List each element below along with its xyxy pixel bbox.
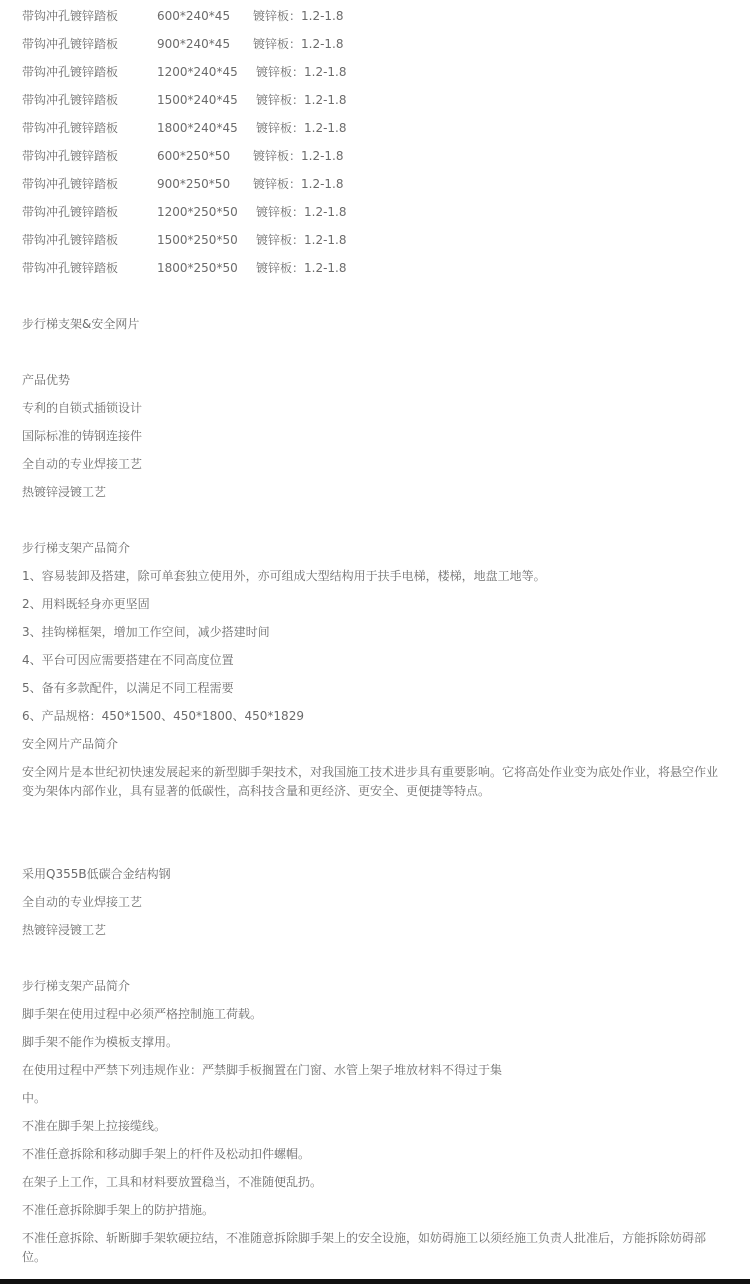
spec-row	[22, 230, 722, 250]
spec-material: 镀锌板：1.2-1.8	[253, 37, 344, 51]
spec-size: 1800*250*50	[157, 261, 238, 275]
spec-row	[22, 146, 722, 166]
intro-item: 4、平台可因应需要搭建在不同高度位置	[22, 653, 234, 667]
rule-item-last: 不准任意拆除、斩断脚手架软硬拉结，不准随意拆除脚手架上的安全设施，如妨碍施工以须经施工负责人批准后，方能拆除妨碍部位。	[22, 1231, 707, 1264]
spec-material: 镀锌板：1.2-1.8	[256, 121, 347, 135]
material-item: 采用Q355B低碳合金结构钢	[22, 867, 171, 881]
spec-size: 600*250*50	[157, 149, 231, 163]
advantage-item: 全自动的专业焊接工艺	[22, 457, 143, 471]
spec-size: 600*240*45	[157, 9, 231, 23]
intro-item: 2、用料既轻身亦更坚固	[22, 597, 150, 611]
rule-item: 中。	[22, 1091, 47, 1105]
spec-row	[22, 90, 722, 110]
spec-row	[22, 202, 722, 222]
rule-item: 不准任意拆除和移动脚手架上的杆件及松动扣件螺帽。	[22, 1147, 311, 1161]
spec-name: 带钩冲孔镀锌踏板	[22, 37, 119, 51]
rule-item: 脚手架不能作为模板支撑用。	[22, 1035, 179, 1049]
section-heading: 步行梯支架&安全网片	[22, 317, 140, 331]
spec-name: 带钩冲孔镀锌踏板	[22, 261, 119, 275]
spec-size: 1200*240*45	[157, 65, 238, 79]
intro-title: 步行梯支架产品简介	[22, 541, 131, 555]
spec-size: 1800*240*45	[157, 121, 238, 135]
spec-name: 带钩冲孔镀锌踏板	[22, 149, 119, 163]
spec-row	[22, 118, 722, 138]
spec-name: 带钩冲孔镀锌踏板	[22, 177, 119, 191]
spec-size: 1200*250*50	[157, 205, 238, 219]
rule-item: 在架子上工作，工具和材料要放置稳当，不准随便乱扔。	[22, 1175, 323, 1189]
rule-item: 脚手架在使用过程中必须严格控制施工荷载。	[22, 1007, 263, 1021]
rule-item: 在使用过程中严禁下列违规作业：严禁脚手板搁置在门窗、水管上架子堆放材料不得过于集	[22, 1063, 503, 1077]
spec-size: 900*250*50	[157, 177, 231, 191]
net-intro-paragraph: 安全网片是本世纪初快速发展起来的新型脚手架技术，对我国施工技术进步具有重要影响。它将高处作业变为底处作业，将悬空作业变为架体内部作业，具有显著的低碳性，高科技含量和更经济、更安全、更便捷等特点。	[22, 765, 719, 798]
spec-row	[22, 6, 722, 26]
advantage-item: 国际标准的铸钢连接件	[22, 429, 143, 443]
spec-material: 镀锌板：1.2-1.8	[256, 233, 347, 247]
bottom-border	[0, 1279, 750, 1284]
intro-title: 步行梯支架产品简介	[22, 979, 131, 993]
spec-name: 带钩冲孔镀锌踏板	[22, 121, 119, 135]
spec-material: 镀锌板：1.2-1.8	[256, 93, 347, 107]
spec-material: 镀锌板：1.2-1.8	[256, 205, 347, 219]
spec-name: 带钩冲孔镀锌踏板	[22, 93, 119, 107]
spec-name: 带钩冲孔镀锌踏板	[22, 65, 119, 79]
advantage-item: 专利的自锁式插锁设计	[22, 401, 143, 415]
material-item: 全自动的专业焊接工艺	[22, 895, 143, 909]
spec-size: 900*240*45	[157, 37, 231, 51]
spec-size: 1500*240*45	[157, 93, 238, 107]
spec-material: 镀锌板：1.2-1.8	[253, 149, 344, 163]
spec-name: 带钩冲孔镀锌踏板	[22, 9, 119, 23]
spec-material: 镀锌板：1.2-1.8	[256, 261, 347, 275]
rule-item: 不准任意拆除脚手架上的防护措施。	[22, 1203, 215, 1217]
rule-item: 不准在脚手架上拉接缆线。	[22, 1119, 167, 1133]
intro-item: 5、备有多款配件，以满足不同工程需要	[22, 681, 234, 695]
spec-name: 带钩冲孔镀锌踏板	[22, 233, 119, 247]
spec-material: 镀锌板：1.2-1.8	[253, 9, 344, 23]
spec-row	[22, 258, 722, 278]
intro-item: 3、挂钩梯框架，增加工作空间，减少搭建时间	[22, 625, 270, 639]
intro-item: 6、产品规格：450*1500、450*1800、450*1829	[22, 709, 304, 723]
spec-material: 镀锌板：1.2-1.8	[253, 177, 344, 191]
material-item: 热镀锌浸镀工艺	[22, 923, 107, 937]
spec-name: 带钩冲孔镀锌踏板	[22, 205, 119, 219]
spec-material: 镀锌板：1.2-1.8	[256, 65, 347, 79]
net-intro-title: 安全网片产品简介	[22, 737, 119, 751]
advantage-item: 热镀锌浸镀工艺	[22, 485, 107, 499]
intro-item: 1、容易装卸及搭建，除可单套独立使用外，亦可组成大型结构用于扶手电梯，楼梯，地盘工地等。	[22, 569, 546, 583]
spec-row	[22, 34, 722, 54]
spec-row	[22, 174, 722, 194]
spec-size: 1500*250*50	[157, 233, 238, 247]
advantages-title: 产品优势	[22, 373, 71, 387]
spec-row	[22, 62, 722, 82]
